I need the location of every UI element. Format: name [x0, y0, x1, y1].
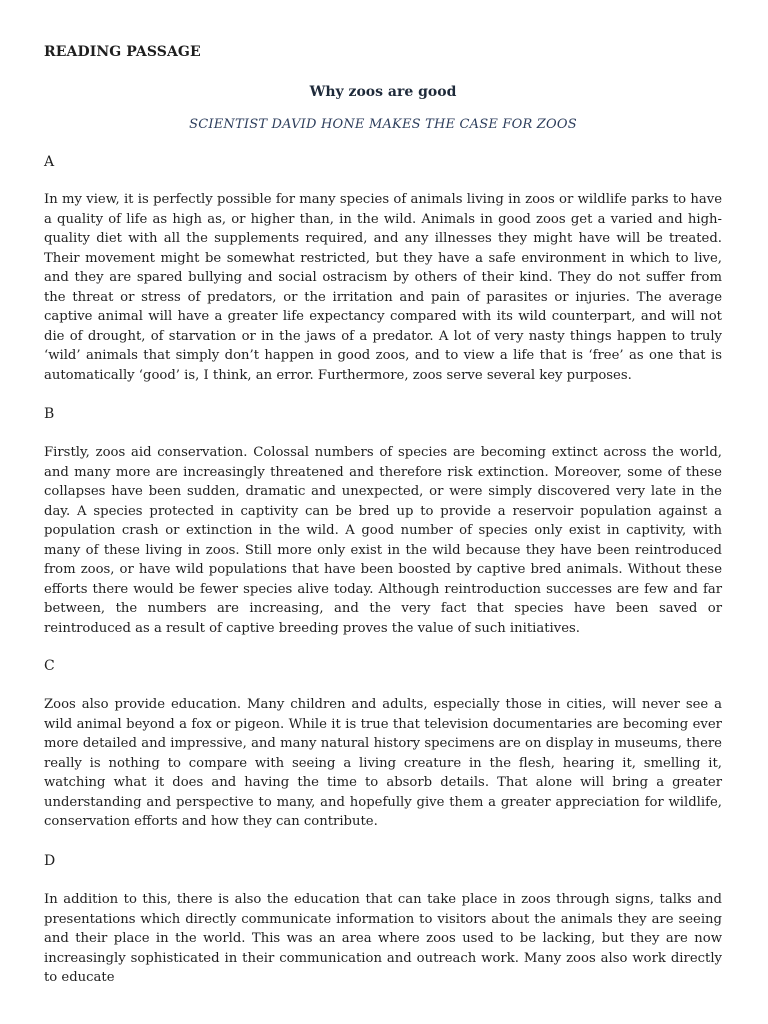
paragraph-b: Firstly, zoos aid conservation. Colossal numbers of species are becoming extinct across the world, and many more are increasingly threatened and therefore risk extinction. Moreover, some of these collapses have been sudden, dramatic and unexpected, or were simply discovered very late in the day. A species protected in captivity can be bred up to provide a reservoir population against a population crash or extinction in the wild. A good number of species only exist in captivity, with many of these living in zoos. Still more only exist in the wild because they have been reintroduced from zoos, or have wild populations that have been boosted by captive bred animals. Without these efforts there would be fewer species alive today. Although reintroduction successes are few and far between, the numbers are increasing, and the very fact that species have been saved or reintroduced as a result of captive breeding proves the value of such initiatives. — [44, 445, 722, 636]
section-letter-b: B — [44, 406, 55, 422]
paragraph-d: In addition to this, there is also the education that can take place in zoos through signs, talks and presentations which directly communicate information to visitors about the animals they are seeing and their place in the world. This was an area where zoos used to be lacking, but they are now increasingly sophisticated in their communication and outreach work. Many zoos also work directly to educate — [44, 892, 722, 985]
section-letter-c: C — [44, 658, 55, 674]
section-letter-d: D — [44, 853, 56, 869]
paragraph-c: Zoos also provide education. Many children and adults, especially those in cities, will never see a wild animal beyond a fox or pigeon. While it is true that television documentaries are becoming ever more detailed and impressive, and many natural history specimens are on display in museums, there really is nothing to compare with seeing a living creature in the flesh, hearing it, smelling it, watching what it does and having the time to absorb details. That alone will bring a greater understanding and perspective to many, and hopefully give them a greater appreciation for wildlife, conservation efforts and how they can contribute. — [44, 697, 722, 829]
section-letter-a: A — [44, 154, 55, 170]
article-title: Why zoos are good — [309, 84, 457, 100]
paragraph-a: In my view, it is perfectly possible for many species of animals living in zoos or wildlife parks to have a quality of life as high as, or higher than, in the wild. Animals in good zoos get a varied and high-quality diet with all the supplements required, and any illnesses they might have will be treated. Their movement might be somewhat restricted, but they have a safe environment in which to live, and they are spared bullying and social ostracism by others of their kind. They do not suffer from the threat or stress of predators, or the irritation and pain of parasites or injuries. The average captive animal will have a greater life expectancy compared with its wild counterpart, and will not die of drought, of starvation or in the jaws of a predator. A lot of very nasty things happen to truly ‘wild’ animals that simply don’t happen in good zoos, and to view a life that is ‘free’ as one that is automatically ‘good’ is, I think, an error. Furthermore, zoos serve several key purposes. — [44, 192, 722, 383]
passage-heading: READING PASSAGE — [44, 44, 201, 60]
article-subtitle: SCIENTIST DAVID HONE MAKES THE CASE FOR ZOOS — [189, 117, 577, 132]
